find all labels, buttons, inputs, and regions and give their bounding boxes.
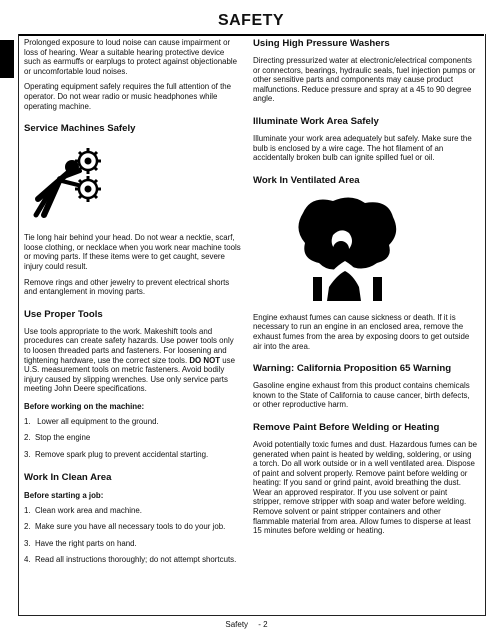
list-item: 3. Remove spark plug to prevent accidental starting. [24,450,209,460]
tools-steps [24,417,242,460]
tools-paragraph: Use tools appropriate to the work. Makeshift tools and procedures can create safety hazards. Use power tools only to loosen threaded parts and fasteners. For loosening and tightening hardware, use the correct size tools. DO NOT use U.S. measurement tools on metric fasteners. Avoid bodily injury caused by slipping wrenches. Use only service parts meeting John Deere specifications. [24,326,235,394]
list-item: 2. Make sure you have all necessary tools to do your job. [24,522,226,532]
right-column [253,38,477,542]
section-tab [0,40,14,78]
tools-heading: Use Proper Tools [24,308,103,320]
page-header [18,8,484,36]
paint-heading: Remove Paint Before Welding or Heating [253,421,440,433]
service-heading: Service Machines Safely [24,123,136,135]
list-item: 3. Have the right parts on hand. [24,538,137,548]
page-footer [0,620,493,629]
list-item: 1. Lower all equipment to the ground. [24,416,159,426]
washers-paragraph: Directing pressurized water at electronic/electrical components or connectors, bearings, hydraulic seals, fuel injection pumps or other sensitive parts and components may cause product malfunctions. Reduce pressure and spray at a 45 to 90 degree angle. [253,56,476,104]
clean-subheading: Before starting a job: [24,490,104,500]
list-item: 4. Read all instructions thoroughly; do not attempt shortcuts. [24,555,237,565]
left-column [24,38,242,572]
washers-heading: Using High Pressure Washers [253,38,390,49]
paint-paragraph: Avoid potentially toxic fumes and dust. Hazardous fumes can be generated when paint is heated by welding, soldering, or using a torch. Do all work outside or in a well ventilated area. Dispose of paint and solvent properly. Remove paint before welding or heating: If you sand or grind paint, avoid breathing the dust. Wear an approved respirator. If you use solvent or paint stripper, remove stripper with soap and water before welding. Remove solvent or paint stripper containers and other flammable material from area. Allow fumes to disperse at least 15 minutes before welding or heating. [253,439,477,536]
clean-heading: Work In Clean Area [24,471,112,483]
page-title: SAFETY [217,12,285,29]
entanglement-hazard-icon [24,141,134,223]
list-item: 2. Stop the engine [24,433,91,443]
illuminate-paragraph: Illuminate your work area adequately but safely. Make sure the bulb is enclosed by a wire cage. The hot filament of an accidentally broken bulb can ignite spilled fuel or oil. [253,133,472,163]
clean-steps [24,506,242,565]
list-item: 1. Clean work area and machine. [24,505,142,515]
ventilated-paragraph: Engine exhaust fumes can cause sickness or death. If it is necessary to run an engine in an enclosed area, remove the exhaust fumes from the area by exposing doors to get outside air into the area. [253,312,470,351]
toxic-fumes-hazard-icon [293,193,403,303]
footer-page-number: - 2 [258,620,268,629]
service-paragraph-1: Tie long hair behind your head. Do not wear a necktie, scarf, loose clothing, or necklace when you work near machine tools or moving parts. If these items were to get caught, severe injury could result. [24,233,241,271]
illuminate-heading: Illuminate Work Area Safely [253,115,379,127]
attention-paragraph: Operating equipment safely requires the full attention of the operator. Do not wear radio or music headphones while operating machine. [24,82,232,111]
ventilated-heading: Work In Ventilated Area [253,174,360,186]
hearing-paragraph: Prolonged exposure to loud noise can cause impairment or loss of hearing. Wear a suitable hearing protective device such as earmuffs or earplugs to protect against objectionable or uncomfortable loud noises. [24,38,238,76]
footer-section: Safety [225,620,249,629]
service-paragraph-2: Remove rings and other jewelry to prevent electrical shorts and entanglement in moving parts. [24,277,230,297]
prop65-paragraph: Gasoline engine exhaust from this product contains chemicals known to the State of California to cause cancer, birth defects, or other reproductive harm. [253,381,470,410]
prop65-heading: Warning: California Proposition 65 Warning [253,363,452,375]
tools-subheading: Before working on the machine: [24,401,145,411]
